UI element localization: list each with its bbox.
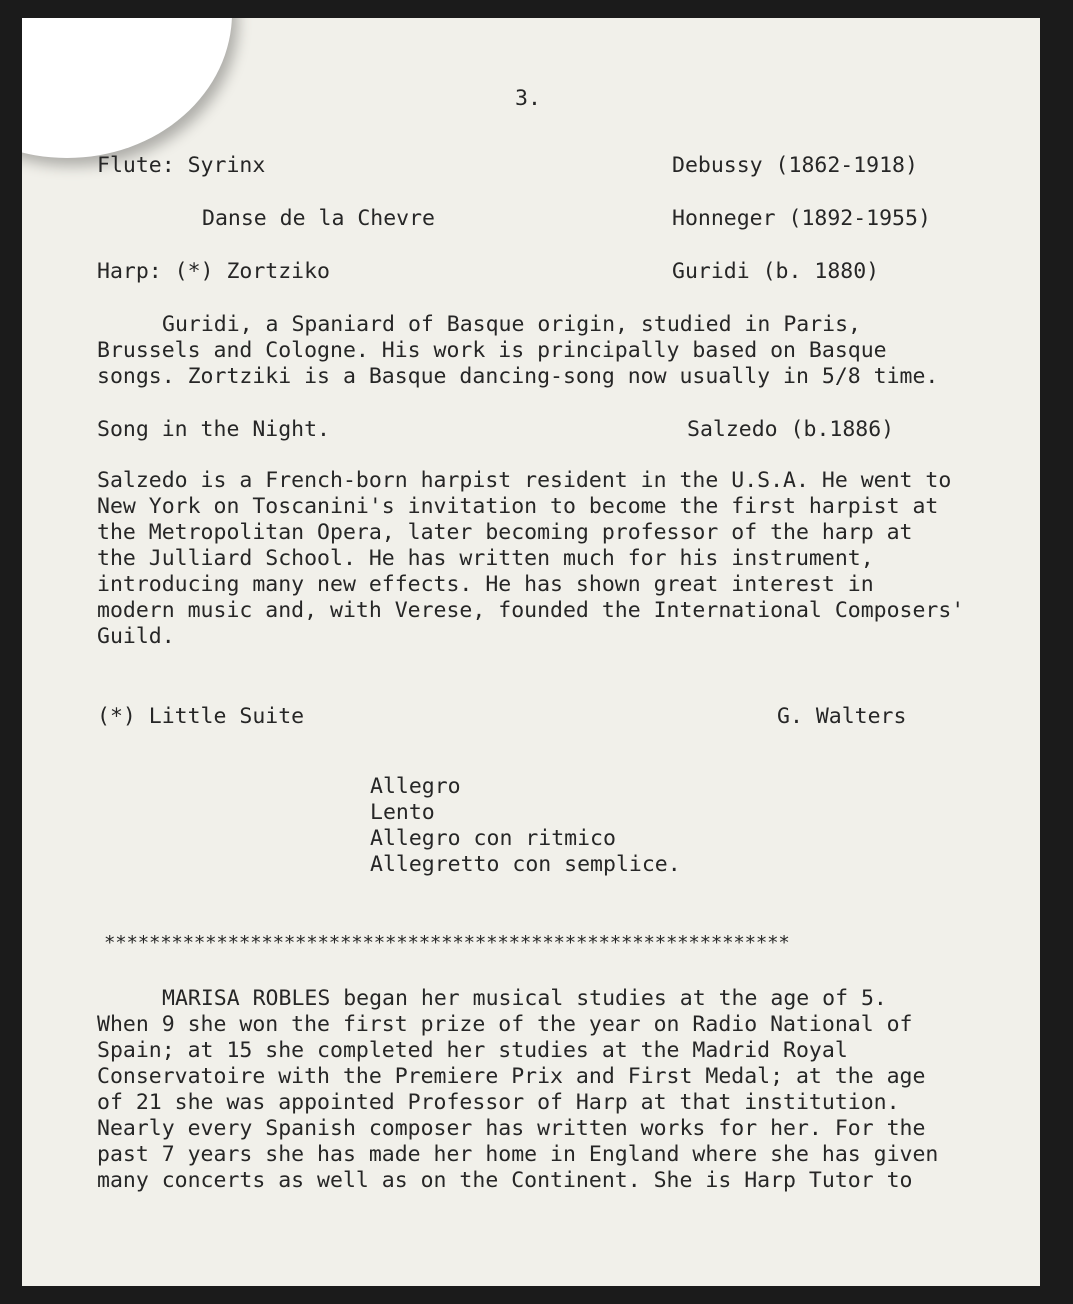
programme-right-3: Guridi (b. 1880) [672, 259, 880, 284]
salzedo-line-5: introducing many new effects. He has shown great interest in [97, 572, 874, 597]
page-number: 3. [515, 86, 541, 111]
movement-1: Allegro [370, 774, 461, 799]
bio-line-5: of 21 she was appointed Professor of Harp at that institution. [97, 1090, 900, 1115]
bio-line-8: many concerts as well as on the Continent. She is Harp Tutor to [97, 1168, 913, 1193]
programme-left-1: Flute: Syrinx [97, 153, 266, 178]
suite-title: (*) Little Suite [97, 704, 305, 729]
separator-line: ************************************************************* [104, 932, 790, 954]
movement-4: Allegretto con semplice. [370, 852, 681, 877]
guridi-line-1: Guridi, a Spaniard of Basque origin, studied in Paris, [162, 312, 861, 337]
song-composer: Salzedo (b.1886) [687, 417, 895, 442]
suite-composer: G. Walters [777, 704, 907, 729]
salzedo-line-1: Salzedo is a French-born harpist resident in the U.S.A. He went to [97, 468, 952, 493]
salzedo-line-4: the Julliard School. He has written much for his instrument, [97, 546, 874, 571]
document-page [22, 18, 1040, 1286]
guridi-line-2: Brussels and Cologne. His work is principally based on Basque [97, 338, 887, 363]
programme-left-3: Harp: (*) Zortziko [97, 259, 330, 284]
salzedo-line-2: New York on Toscanini's invitation to become the first harpist at [97, 494, 939, 519]
programme-right-2: Honneger (1892-1955) [672, 206, 931, 231]
programme-left-2: Danse de la Chevre [202, 206, 435, 231]
bio-line-4: Conservatoire with the Premiere Prix and First Medal; at the age [97, 1064, 926, 1089]
bio-line-1: MARISA ROBLES began her musical studies at the age of 5. [162, 986, 887, 1011]
bio-line-2: When 9 she won the first prize of the year on Radio National of [97, 1012, 913, 1037]
page-curl [22, 18, 232, 158]
salzedo-line-7: Guild. [97, 624, 175, 649]
bio-line-7: past 7 years she has made her home in England where she has given [97, 1142, 939, 1167]
salzedo-line-6: modern music and, with Verese, founded the International Composers' [97, 598, 965, 623]
song-title: Song in the Night. [97, 417, 330, 442]
movement-3: Allegro con ritmico [370, 826, 616, 851]
salzedo-line-3: the Metropolitan Opera, later becoming professor of the harp at [97, 520, 913, 545]
bio-line-3: Spain; at 15 she completed her studies at the Madrid Royal [97, 1038, 848, 1063]
programme-right-1: Debussy (1862-1918) [672, 153, 918, 178]
movement-2: Lento [370, 800, 435, 825]
guridi-line-3: songs. Zortziki is a Basque dancing-song now usually in 5/8 time. [97, 364, 939, 389]
bio-line-6: Nearly every Spanish composer has written works for her. For the [97, 1116, 926, 1141]
